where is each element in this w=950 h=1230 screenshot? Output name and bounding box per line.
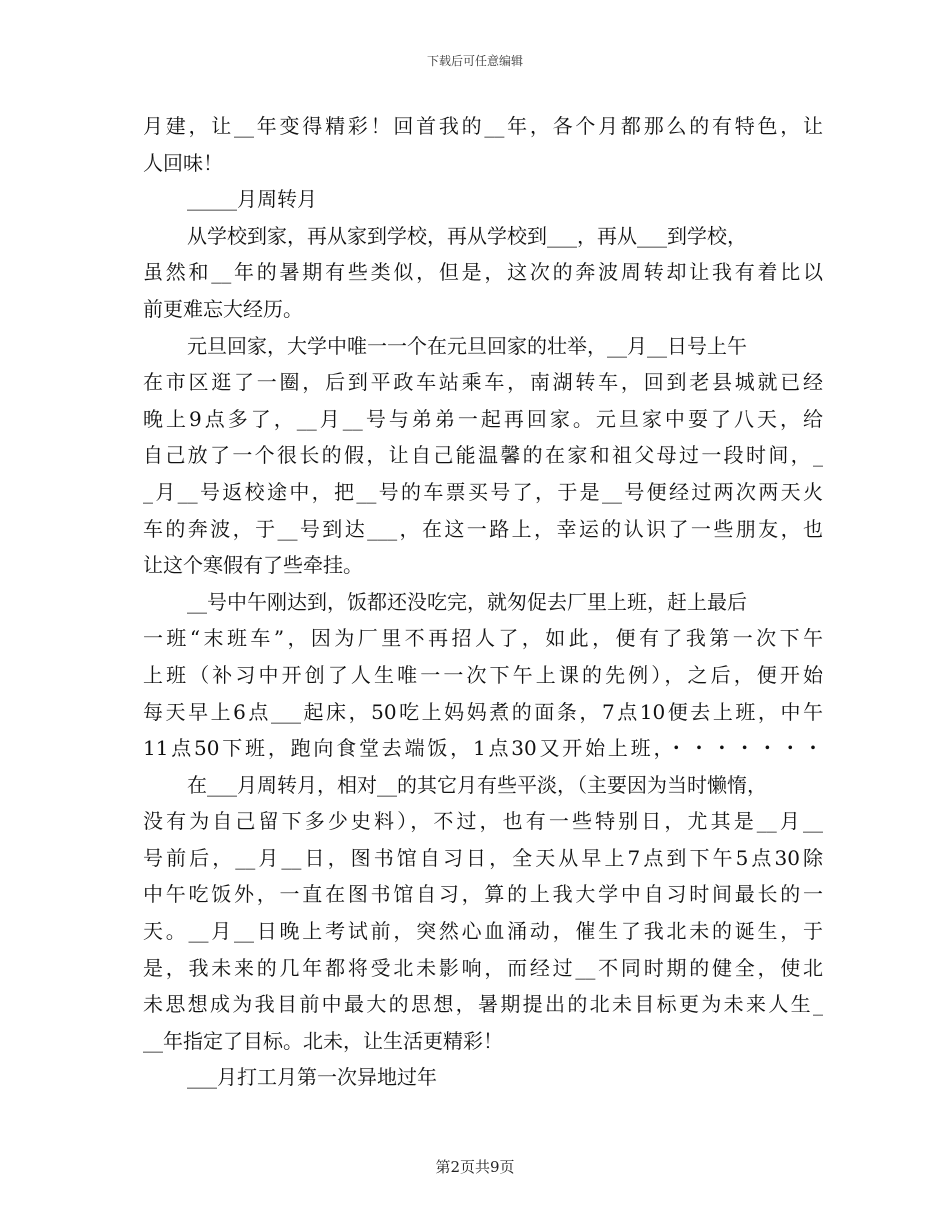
text-line: 从学校到家，再从家到学校，再从学校到___，再从___到学校， bbox=[187, 223, 747, 248]
text-line: 中午吃饭外，一直在图书馆自习，算的上我大学中自习时间最长的一 bbox=[143, 882, 823, 907]
text-line: 前更难忘大经历。 bbox=[143, 296, 303, 321]
text-line: 是，我未来的几年都将受北未影响，而经过__不同时期的健全，使北 bbox=[143, 955, 823, 980]
text-line: 自己放了一个很长的假，让自己能温馨的在家和祖父母过一段时间，_ bbox=[143, 443, 823, 468]
text-line: 让这个寒假有了些牵挂。 bbox=[143, 553, 363, 578]
text-line: _月__号返校途中，把__号的车票买号了，于是__号便经过两次两天火 bbox=[143, 479, 823, 504]
text-line: 一班“末班车”，因为厂里不再招人了，如此，便有了我第一次下午 bbox=[143, 626, 823, 651]
text-line: 车的奔波，于__号到达___，在这一路上，幸运的认识了一些朋友，也 bbox=[143, 516, 823, 541]
text-line: 在___月周转月，相对__的其它月有些平淡，（主要因为当时懒惰， bbox=[187, 772, 767, 797]
page-header: 下载后可任意编辑 bbox=[426, 54, 523, 68]
text-line: __号中午刚达到，饭都还没吃完，就匆促去厂里上班，赶上最后 bbox=[187, 589, 747, 614]
text-line: 未思想成为我目前中最大的思想，暑期提出的北未目标更为未来人生_ bbox=[143, 992, 823, 1017]
text-line: 没有为自己留下多少史料），不过，也有一些特别日，尤其是__月__ bbox=[143, 809, 823, 834]
text-line: 晚上9点多了，__月__号与弟弟一起再回家。元旦家中耍了八天，给 bbox=[143, 406, 823, 431]
text-line: 虽然和__年的暑期有些类似，但是，这次的奔波周转却让我有着比以 bbox=[143, 260, 823, 285]
text-line: 元旦回家，大学中唯一一个在元旦回家的壮举，__月__日号上午 bbox=[187, 333, 747, 358]
text-line: 上班（补习中开创了人生唯一一次下午上课的先例），之后，便开始 bbox=[143, 662, 823, 687]
text-line: 每天早上6点___起床，50吃上妈妈煮的面条，7点10便去上班，中午 bbox=[143, 699, 823, 724]
text-line: 在市区逛了一圈，后到平政车站乘车，南湖转车，回到老县城就已经 bbox=[143, 370, 823, 395]
text-line: 人回味！ bbox=[143, 150, 223, 175]
text-line: 11点50下班，跑向食堂去端饭，1点30又开始上班，・・・・・・・ bbox=[143, 736, 823, 761]
text-line: 月建，让__年变得精彩！回首我的__年，各个月都那么的有特色，让 bbox=[143, 114, 823, 138]
document-body bbox=[143, 108, 823, 1096]
section-heading: ___月打工月第一次异地过年 bbox=[187, 1065, 437, 1090]
text-line: 号前后，__月__日，图书馆自习日，全天从早上7点到下午5点30除 bbox=[143, 845, 823, 870]
text-line: __年指定了目标。北未，让生活更精彩！ bbox=[143, 1028, 503, 1053]
page-number: 第2页共9页 bbox=[435, 1158, 515, 1176]
text-line: 天。__月__日晚上考试前，突然心血涌动，催生了我北未的诞生，于 bbox=[143, 919, 823, 944]
section-heading: _____月周转月 bbox=[187, 187, 317, 212]
